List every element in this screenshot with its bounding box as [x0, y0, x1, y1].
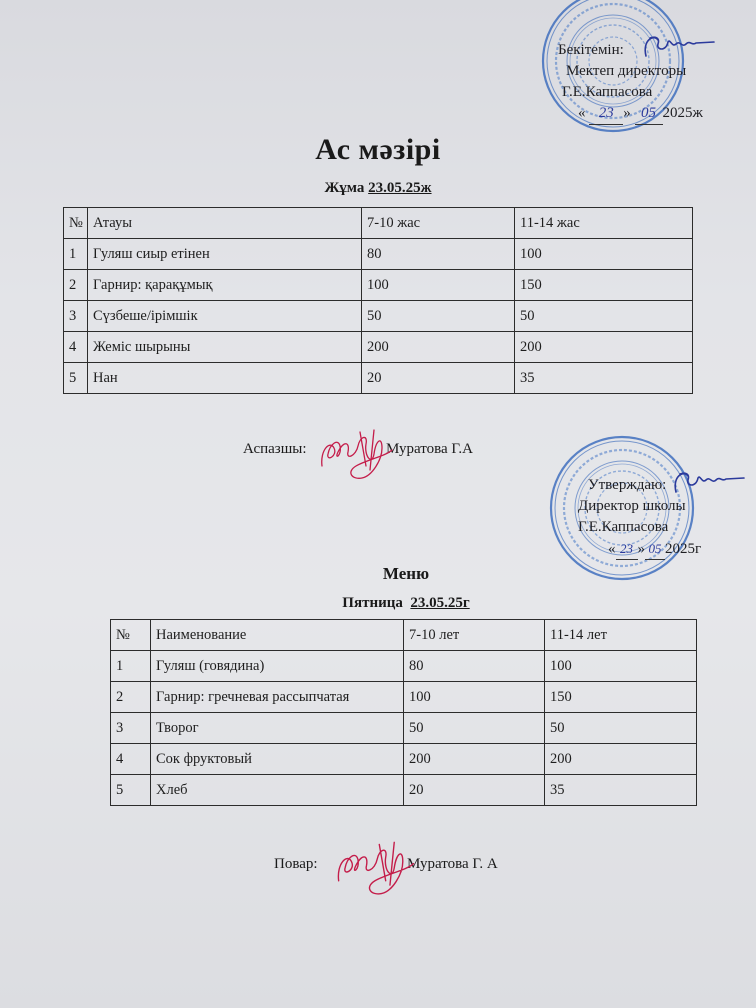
table-cell: 1 — [64, 239, 88, 270]
menu-table-kz — [63, 207, 693, 394]
cook-label: Аспазшы: — [243, 441, 307, 457]
subtitle-ru — [0, 595, 756, 612]
approve-label: Бекітемін: — [558, 42, 624, 58]
cook-name: Муратова Г. А — [407, 856, 498, 872]
table-cell: 100 — [545, 651, 697, 682]
director-signature-ru — [668, 466, 748, 496]
director-name: Г.Е.Каппасова — [578, 519, 669, 535]
table-cell: 5 — [64, 363, 88, 394]
table-cell: Жеміс шырыны — [88, 332, 362, 363]
table-cell: 200 — [545, 744, 697, 775]
table-cell: 35 — [515, 363, 693, 394]
ru-header-row — [111, 620, 697, 651]
table-row — [64, 239, 693, 270]
cook-signature-kz — [316, 426, 396, 484]
column-header: Атауы — [88, 208, 362, 239]
cook-name: Муратова Г.А — [386, 441, 473, 457]
cook-signature-ru — [332, 838, 418, 900]
table-row — [111, 682, 697, 713]
table-cell: 1 — [111, 651, 151, 682]
director-signature-kz — [638, 30, 718, 60]
kz-header-row — [64, 208, 693, 239]
director-title: Директор школы — [578, 498, 686, 514]
cook-label: Повар: — [274, 856, 318, 872]
page-title-kz: Ас мәзірі — [315, 133, 441, 166]
table-row — [64, 270, 693, 301]
table-row — [64, 301, 693, 332]
table-cell: 2 — [64, 270, 88, 301]
table-cell: 100 — [404, 682, 545, 713]
table-cell: 35 — [545, 775, 697, 806]
table-cell: Нан — [88, 363, 362, 394]
column-header: № — [64, 208, 88, 239]
table-cell: 20 — [404, 775, 545, 806]
director-title: Мектеп директоры — [566, 63, 687, 79]
table-cell: 150 — [515, 270, 693, 301]
table-cell: 80 — [404, 651, 545, 682]
approval-day: 23 — [589, 103, 623, 125]
table-cell: Гуляш сиыр етінен — [88, 239, 362, 270]
column-header: 7-10 жас — [362, 208, 515, 239]
table-row — [64, 332, 693, 363]
subtitle-day: Пятница — [342, 595, 411, 611]
table-cell: 5 — [111, 775, 151, 806]
table-cell: 20 — [362, 363, 515, 394]
approval-month: 05 — [635, 103, 663, 125]
table-cell: 200 — [362, 332, 515, 363]
table-row — [111, 744, 697, 775]
table-cell: Гарнир: қарақұмық — [88, 270, 362, 301]
table-row — [111, 775, 697, 806]
table-cell: 100 — [515, 239, 693, 270]
approval-date: « 23 » 05 2025г — [578, 538, 701, 560]
table-cell: 50 — [515, 301, 693, 332]
table-cell: 2 — [111, 682, 151, 713]
table-row — [111, 651, 697, 682]
table-cell: 4 — [111, 744, 151, 775]
subtitle-kz — [0, 180, 756, 197]
column-header: 11-14 лет — [545, 620, 697, 651]
subtitle-date: 23.05.25г — [410, 595, 470, 611]
approval-date: « 23 » 05 2025ж — [558, 103, 703, 125]
table-cell: Сок фруктовый — [151, 744, 404, 775]
column-header: 11-14 жас — [515, 208, 693, 239]
subtitle-date: 23.05.25ж — [368, 180, 432, 196]
table-cell: 200 — [515, 332, 693, 363]
approval-day: 23 — [616, 538, 638, 560]
table-row — [111, 713, 697, 744]
subtitle-day: Жұма — [324, 180, 369, 196]
table-cell: 150 — [545, 682, 697, 713]
column-header: Наименование — [151, 620, 404, 651]
table-cell: 50 — [545, 713, 697, 744]
table-cell: 50 — [362, 301, 515, 332]
approval-year: 2025г — [665, 541, 702, 557]
table-cell: 80 — [362, 239, 515, 270]
table-cell: Гуляш (говядина) — [151, 651, 404, 682]
director-name: Г.Е.Каппасова — [562, 84, 653, 100]
table-cell: Творог — [151, 713, 404, 744]
page-title-ru: Меню — [382, 564, 430, 583]
table-cell: 3 — [111, 713, 151, 744]
column-header: № — [111, 620, 151, 651]
table-cell: 4 — [64, 332, 88, 363]
table-cell: 100 — [362, 270, 515, 301]
table-cell: 3 — [64, 301, 88, 332]
table-cell: 50 — [404, 713, 545, 744]
table-cell: Гарнир: гречневая рассыпчатая — [151, 682, 404, 713]
column-header: 7-10 лет — [404, 620, 545, 651]
table-cell: Сүзбеше/ірімшік — [88, 301, 362, 332]
approve-label: Утверждаю: — [588, 477, 667, 493]
approval-month: 05 — [645, 538, 665, 560]
table-cell: Хлеб — [151, 775, 404, 806]
table-cell: 200 — [404, 744, 545, 775]
approval-year: 2025ж — [662, 105, 703, 121]
table-row — [64, 363, 693, 394]
menu-table-ru — [110, 619, 697, 806]
